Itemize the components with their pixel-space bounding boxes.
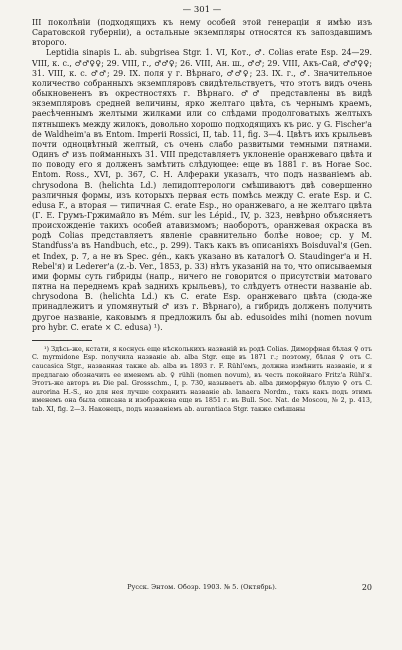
page-footer [32, 583, 372, 592]
footnote [32, 345, 372, 414]
journal-reference: Русск. Энтом. Обозр. 1903. № 5. (Октябрь). [127, 583, 277, 591]
footnote-text: ¹) Здѣсь-же, кстати, я коснусь еще нѣсколькихъ названій въ родѣ Colias. Диморфная бѣлая ♀ отъ C. myrmidone Esp. получила названіе ab. alba Stgr. еще въ 1871 г.; поэтому, бѣлая ♀ отъ C. caucasica Stgr., названная также ab. alba въ 1893 г. F. Rühl'емъ, должна измѣнить названіе, и я предлагаю обозначить ее именемъ ab. ♀ rühli (nomen novum), въ честь покойнаго Fritz'а Rühl'я. Этотъ-же авторъ въ Die pal. Grossschm., I, p. 730, называетъ ab. alba диморфную бѣлую ♀ отъ C. aurorina H.-S., но для нея лучше сохранить названіе ab. lanaera Nordm., такъ какъ подъ этимъ именемъ она была описана и изображена еще въ 1851 г. въ Bull. Soc. Nat. de Moscou, № 2, p. 413, tab. XI, fig. 2—3. Наконецъ, подъ названіемъ ab. aurantiaca Stgr. также смѣшаны [32, 344, 373, 413]
sheet-number: 20 [361, 583, 372, 592]
footer-spacer [32, 583, 72, 592]
footnote-divider [32, 340, 92, 341]
paragraph-1: III поколѣніи (подходящихъ къ нему особей этой генераціи я имѣю изъ Саратовской губерніи), а остальные экземпляры относятся къ запоздавшимъ второго. [32, 18, 372, 48]
main-text [32, 18, 372, 333]
page-number: — 301 — [182, 5, 222, 15]
paragraph-2: Leptidia sinapis L. ab. subgrisea Stgr. 1. VI, Кот., ♂. Colias erate Esp. 24—29. VIII, к. с., ♂♂♀♀; 29. VIII, г., ♂♂♀; 26. VIII, Ан. ш., ♂♂; 29. VIII, Акъ-Сай, ♂♂♀♀; 31. VIII, к. с. ♂♂; 29. IX. поля у г. Вѣрнаго, ♂♂♀; 23. IX. г., ♂. Значительное количество собранныхъ экземпляровъ свидѣтельствуетъ, что этотъ видъ очень обыкновененъ въ окрестностяхъ г. Вѣрнаго. ♂♂ представлены въ видѣ экземпляровъ средней величины, ярко желтаго цвѣта, съ чернымъ краемъ, раесѣченнымъ желтыми жилками или со слѣдами продолговатыхъ желтыхъ пятнышекъ между жилокъ, довольно хорошо подходящихъ къ рис. у G. Fischer'a de Waldheim'a въ Entom. Imperii Rossici, II, tab. 11, fig. 3—4. Цвѣтъ ихъ крыльевъ почти одноцвѣтный желтый, съ очень слабо развитыми темными пятнами. Одинъ ♂ изъ пойманныхъ 31. VIII представляетъ уклоненіе оранжеваго цвѣта и по поводу его я долженъ замѣтить слѣдующее: еще въ 1881 г. въ Horae Soc. Entom. Ross., XVI, p. 367, С. Н. Алфераки указалъ, что подъ названіемъ ab. chrysodona B. (helichta Ld.) лепидоптерологи смѣшиваютъ двѣ совершенно различныя формы, изъ которыхъ первая есть помѣсь между C. erate Esp. и C. edusa F., а вторая — типичная C. erate Esp., но оранжеваго, а не желтаго цвѣта (Г. Е. Грумъ-Гржимайло въ Mém. sur les Lépid., IV, p. 323, невѣрно объясняетъ происхожденіе такихъ особей атавизмомъ; наоборотъ, оранжевая окраска въ родѣ Colias представляетъ явленіе сравнительно болѣе новое; ср. у M. Standfuss'a въ Handbuch, etc., p. 299). Такъ какъ въ описаніяхъ Boisduval'я (Gen. et Index, p. 7, а не въ Spec. gén., какъ указано въ каталогѣ O. Staudinger'a и H. Rebel'я) и Lederer'a (z.-b. Ver., 1853, p. 33) нѣтъ указаній на то, что описываемыя ими формы суть гибриды (напр., ничего не говорится о присутствіи матоваго пятна на переднемъ краѣ заднихъ крыльевъ), то слѣдуетъ отнести названіе ab. chrysodona B. (helichta Ld.) къ C. erate Esp. оранжеваго цвѣта (сюда-же принадлежитъ и упомянутый ♂ изъ г. Вѣрнаго), а гибридъ долженъ получить другое названіе, каковымъ я предложилъ бы ab. edusoides mihi (nomen novum pro hybr. C. erate × C. edusa) ¹). [32, 48, 372, 332]
